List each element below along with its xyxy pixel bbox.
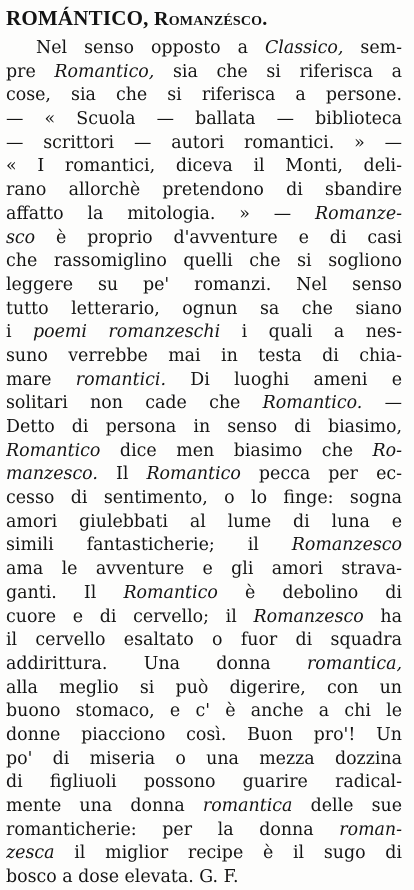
italic-term: Romanzesco bbox=[253, 606, 364, 627]
text-line bbox=[6, 748, 402, 772]
text-run: cose, sia che si riferisca a persone. bbox=[6, 85, 402, 106]
text-run: romanticherie: per la donna bbox=[6, 819, 340, 840]
text-run: Nel senso opposto a bbox=[36, 38, 265, 58]
italic-term: romantica bbox=[202, 796, 293, 816]
text-run: buono stomaco, e c' è anche a chi le bbox=[6, 701, 402, 722]
text-line bbox=[6, 819, 402, 843]
text-line bbox=[6, 606, 402, 630]
text-run: alla meglio si può digerire, con un bbox=[6, 677, 402, 698]
text-run: ganti. Il bbox=[6, 582, 124, 603]
text-line bbox=[6, 132, 402, 156]
entry-headword bbox=[6, 4, 402, 33]
text-run: leggere su pe' romanzi. Nel senso bbox=[6, 274, 402, 295]
text-line bbox=[6, 724, 402, 748]
text-run: i bbox=[6, 322, 34, 343]
text-line bbox=[6, 61, 402, 85]
text-run: il cervello esaltato o fuor di squadra bbox=[6, 630, 402, 651]
text-run: dice men biasimo che bbox=[100, 440, 373, 461]
text-run: po' di miseria o una mezza dozzina bbox=[6, 748, 402, 769]
text-run: i quali a nes- bbox=[220, 322, 402, 343]
text-run: bosco a dose elevata. G. F. bbox=[6, 867, 239, 888]
text-line bbox=[6, 155, 402, 179]
text-run: Il bbox=[97, 464, 147, 485]
text-line bbox=[6, 84, 402, 108]
text-line bbox=[6, 274, 402, 298]
text-run: Detto di persona in senso di biasimo, bbox=[6, 417, 402, 437]
text-line bbox=[6, 108, 402, 132]
text-run: cuore e di cervello; il bbox=[6, 606, 254, 627]
text-line bbox=[6, 463, 402, 487]
text-run: simili fantasticherie; il bbox=[6, 535, 292, 556]
italic-term: Romantico, bbox=[54, 61, 155, 82]
text-line bbox=[6, 298, 402, 322]
italic-term: poemi romanzeschi bbox=[33, 322, 221, 343]
text-line bbox=[6, 345, 402, 369]
text-line bbox=[6, 487, 402, 511]
text-run: ha bbox=[363, 606, 402, 627]
text-line bbox=[6, 321, 402, 345]
text-line bbox=[6, 629, 402, 653]
text-line bbox=[6, 558, 402, 582]
italic-term: roman- bbox=[339, 819, 402, 840]
italic-term: sco bbox=[6, 227, 36, 248]
text-run: mente una donna bbox=[6, 796, 203, 816]
text-run: rano allorchè pretendono di sbandire bbox=[6, 180, 402, 201]
text-run: suno verrebbe mai in testa di chia- bbox=[6, 345, 402, 366]
text-line bbox=[6, 795, 402, 819]
text-line bbox=[6, 866, 402, 890]
text-line bbox=[6, 392, 402, 416]
text-run: pecca per ec- bbox=[240, 464, 402, 485]
italic-term: Classico, bbox=[264, 38, 344, 58]
text-run: donne piacciono così. Buon pro'! Un bbox=[6, 724, 402, 745]
text-run: amori giulebbati al lume di luna e bbox=[6, 511, 402, 532]
text-run: il miglior recipe è il sugo di bbox=[54, 843, 402, 864]
italic-term: Romanzesco bbox=[291, 535, 402, 556]
text-run: ama le avventure e gli amori strava- bbox=[6, 559, 402, 580]
text-line bbox=[6, 700, 402, 724]
text-run: — scrittori — autori romantici. » — bbox=[6, 132, 402, 153]
text-run: che rassomiglino quelli che si sogliono bbox=[6, 251, 402, 272]
text-run: « I romantici, diceva il Monti, deli- bbox=[6, 156, 402, 177]
text-line bbox=[6, 179, 402, 203]
text-run: mare bbox=[6, 369, 76, 390]
headword-main: ROMÁNTICO, bbox=[6, 6, 149, 30]
text-line bbox=[6, 511, 402, 535]
text-run: affatto la mitologia. » — bbox=[6, 203, 316, 224]
text-line bbox=[6, 534, 402, 558]
italic-term: Romantico bbox=[123, 582, 218, 603]
text-line bbox=[6, 203, 402, 227]
italic-term: Romantico bbox=[146, 464, 241, 485]
text-run: sem- bbox=[343, 38, 402, 58]
text-line bbox=[6, 771, 402, 795]
italic-term: Romanze- bbox=[315, 203, 402, 224]
text-run: delle sue bbox=[292, 796, 402, 816]
text-line bbox=[6, 227, 402, 251]
text-run: di figliuoli possono guarire radical- bbox=[6, 772, 402, 793]
text-line bbox=[6, 842, 402, 866]
text-line bbox=[6, 440, 402, 464]
italic-term: Romantico. bbox=[262, 393, 363, 414]
text-run: sia che si riferisca a bbox=[154, 61, 402, 82]
headword-variant: Romanzésco. bbox=[154, 8, 268, 30]
text-run: — « Scuola — ballata — biblioteca bbox=[6, 109, 402, 130]
text-run: è proprio d'avventure e di casi bbox=[35, 227, 402, 248]
text-run: tutto letterario, ognun sa che siano bbox=[6, 298, 402, 319]
text-line bbox=[6, 369, 402, 393]
text-run: addirittura. Una donna bbox=[6, 653, 307, 674]
text-line bbox=[6, 250, 402, 274]
italic-term: Ro- bbox=[372, 440, 402, 461]
text-run: cesso di sentimento, o lo finge: sogna bbox=[6, 488, 402, 509]
italic-term: Romantico bbox=[6, 440, 101, 461]
dictionary-entry bbox=[6, 4, 402, 890]
text-run: solitari non cade che bbox=[6, 393, 263, 414]
text-run: è debolino di bbox=[217, 582, 402, 603]
text-line bbox=[6, 416, 402, 440]
text-run: Di luoghi ameni e bbox=[166, 369, 402, 390]
text-line bbox=[6, 582, 402, 606]
italic-term: manzesco. bbox=[6, 464, 98, 485]
italic-term: zesca bbox=[6, 843, 55, 864]
italic-term: romantici. bbox=[75, 369, 166, 390]
italic-term: romantica, bbox=[306, 653, 402, 674]
text-line bbox=[6, 653, 402, 677]
text-run: — bbox=[362, 393, 402, 414]
text-line bbox=[6, 677, 402, 701]
text-line bbox=[6, 37, 402, 61]
text-run: pre bbox=[6, 61, 55, 82]
